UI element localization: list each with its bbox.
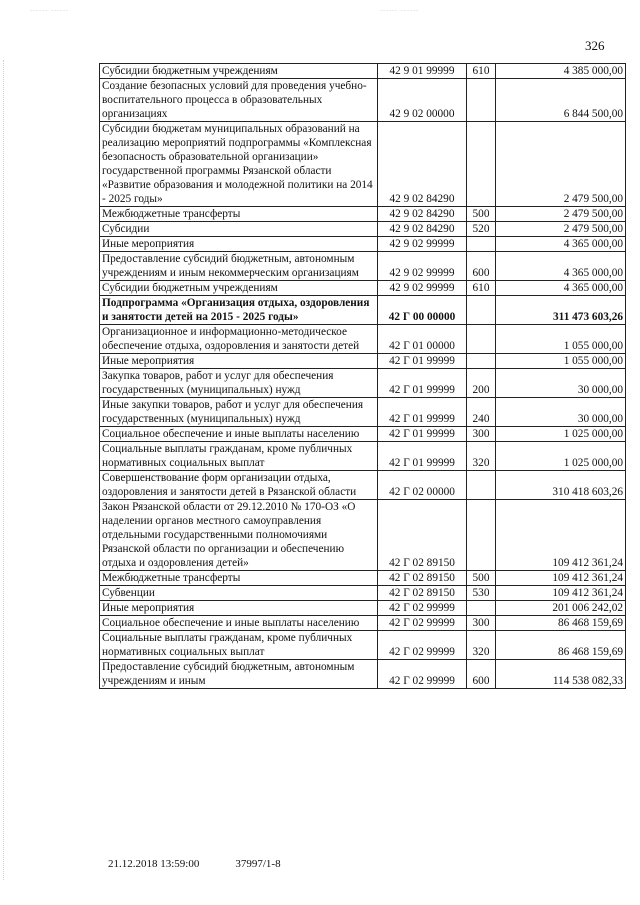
- row-vr: 520: [467, 222, 496, 237]
- table-row: [100, 207, 626, 222]
- table-row: [100, 252, 626, 281]
- row-code: 42 Г 02 89150: [378, 500, 467, 571]
- scan-header-mark-right: ...... ......: [380, 4, 419, 13]
- table-row: [100, 631, 626, 660]
- row-name: Субсидии бюджетам муниципальных образований на реализацию мероприятий подпрограммы «Комплексная безопасность образовательной организации» государственной программы Рязанской области «Развитие образования и молодежной политики на 2014 - 2025 годы»: [100, 122, 378, 207]
- row-code: 42 9 01 99999: [378, 64, 467, 79]
- row-code: 42 Г 02 99999: [378, 601, 467, 616]
- footer-datetime: 21.12.2018 13:59:00: [108, 858, 200, 870]
- row-code: 42 9 02 99999: [378, 281, 467, 296]
- row-vr: 500: [467, 207, 496, 222]
- row-code: 42 Г 02 89150: [378, 586, 467, 601]
- table-row: [100, 281, 626, 296]
- row-name: Субсидии бюджетным учреждениям: [100, 64, 378, 79]
- row-amount: 1 055 000,00: [496, 354, 626, 369]
- row-code: 42 Г 01 99999: [378, 369, 467, 398]
- row-amount: 201 006 242,02: [496, 601, 626, 616]
- table-row: [100, 660, 626, 689]
- row-vr: 320: [467, 442, 496, 471]
- table-row: [100, 500, 626, 571]
- scan-left-edge: [3, 60, 6, 880]
- row-amount: 1 055 000,00: [496, 325, 626, 354]
- row-vr: [467, 237, 496, 252]
- row-code: 42 9 02 84290: [378, 122, 467, 207]
- row-code: 42 Г 02 99999: [378, 631, 467, 660]
- row-name: Иные мероприятия: [100, 237, 378, 252]
- row-name: Социальное обеспечение и иные выплаты населению: [100, 616, 378, 631]
- row-vr: 320: [467, 631, 496, 660]
- row-name: Межбюджетные трансферты: [100, 207, 378, 222]
- row-amount: 109 412 361,24: [496, 500, 626, 571]
- row-code: 42 Г 02 00000: [378, 471, 467, 500]
- row-vr: [467, 296, 496, 325]
- row-amount: 109 412 361,24: [496, 571, 626, 586]
- row-name: Закупка товаров, работ и услуг для обеспечения государственных (муниципальных) нужд: [100, 369, 378, 398]
- row-amount: 1 025 000,00: [496, 427, 626, 442]
- table-row: [100, 571, 626, 586]
- row-vr: 300: [467, 427, 496, 442]
- table-row: [100, 601, 626, 616]
- table-row: [100, 325, 626, 354]
- row-name: Субвенции: [100, 586, 378, 601]
- row-code: 42 9 02 84290: [378, 222, 467, 237]
- row-code: 42 Г 01 99999: [378, 442, 467, 471]
- row-vr: 530: [467, 586, 496, 601]
- table-row: [100, 586, 626, 601]
- row-vr: 200: [467, 369, 496, 398]
- table-row: [100, 296, 626, 325]
- table-row: [100, 222, 626, 237]
- scan-header-mark-left: ...... ......: [30, 4, 69, 13]
- row-code: 42 9 02 99999: [378, 237, 467, 252]
- row-vr: 610: [467, 64, 496, 79]
- row-name: Иные мероприятия: [100, 601, 378, 616]
- row-name: Подпрограмма «Организация отдыха, оздоровления и занятости детей на 2015 - 2025 годы»: [100, 296, 378, 325]
- row-amount: 30 000,00: [496, 398, 626, 427]
- table-row: [100, 369, 626, 398]
- row-vr: 610: [467, 281, 496, 296]
- row-code: 42 Г 01 99999: [378, 354, 467, 369]
- footer: [108, 858, 281, 870]
- table-row: [100, 398, 626, 427]
- row-name: Предоставление субсидий бюджетным, автономным учреждениям и иным: [100, 660, 378, 689]
- row-name: Социальные выплаты гражданам, кроме публичных нормативных социальных выплат: [100, 442, 378, 471]
- row-name: Организационное и информационно-методическое обеспечение отдыха, оздоровления и занятости детей: [100, 325, 378, 354]
- row-vr: 300: [467, 616, 496, 631]
- row-amount: 86 468 159,69: [496, 616, 626, 631]
- row-vr: 500: [467, 571, 496, 586]
- row-amount: 4 365 000,00: [496, 237, 626, 252]
- table-row: [100, 79, 626, 122]
- row-amount: 86 468 159,69: [496, 631, 626, 660]
- row-code: 42 Г 02 89150: [378, 571, 467, 586]
- row-name: Совершенствование форм организации отдыха, оздоровления и занятости детей в Рязанской области: [100, 471, 378, 500]
- row-vr: [467, 79, 496, 122]
- table-row: [100, 616, 626, 631]
- row-code: 42 9 02 84290: [378, 207, 467, 222]
- row-name: Субсидии бюджетным учреждениям: [100, 281, 378, 296]
- row-code: 42 Г 00 00000: [378, 296, 467, 325]
- row-name: Создание безопасных условий для проведения учебно-воспитательного процесса в образовательных организациях: [100, 79, 378, 122]
- row-name: Социальные выплаты гражданам, кроме публичных нормативных социальных выплат: [100, 631, 378, 660]
- row-name: Закон Рязанской области от 29.12.2010 № 170-ОЗ «О наделении органов местного самоуправления отдельными государственными полномочиями Рязанской области по организации и обеспечению отдыха и оздоровления детей»: [100, 500, 378, 571]
- budget-table: [99, 63, 626, 689]
- row-name: Межбюджетные трансферты: [100, 571, 378, 586]
- row-name: Иные мероприятия: [100, 354, 378, 369]
- table-row: [100, 354, 626, 369]
- row-vr: [467, 471, 496, 500]
- row-amount: 6 844 500,00: [496, 79, 626, 122]
- row-code: 42 Г 02 99999: [378, 660, 467, 689]
- table-row: [100, 427, 626, 442]
- row-vr: 600: [467, 252, 496, 281]
- row-amount: 2 479 500,00: [496, 222, 626, 237]
- footer-doc-number: 37997/1-8: [235, 858, 281, 870]
- row-vr: [467, 500, 496, 571]
- row-amount: 4 365 000,00: [496, 281, 626, 296]
- row-amount: 2 479 500,00: [496, 207, 626, 222]
- page-number: 326: [585, 38, 605, 53]
- row-code: 42 9 02 00000: [378, 79, 467, 122]
- table-row: [100, 237, 626, 252]
- row-vr: [467, 354, 496, 369]
- row-code: 42 Г 01 00000: [378, 325, 467, 354]
- row-vr: 600: [467, 660, 496, 689]
- row-code: 42 Г 01 99999: [378, 427, 467, 442]
- row-code: 42 Г 01 99999: [378, 398, 467, 427]
- table-row: [100, 442, 626, 471]
- row-amount: 311 473 603,26: [496, 296, 626, 325]
- row-amount: 4 385 000,00: [496, 64, 626, 79]
- table-row: [100, 64, 626, 79]
- budget-table-body: [100, 64, 626, 689]
- row-vr: 240: [467, 398, 496, 427]
- row-name: Субсидии: [100, 222, 378, 237]
- row-amount: 109 412 361,24: [496, 586, 626, 601]
- row-amount: 1 025 000,00: [496, 442, 626, 471]
- row-vr: [467, 601, 496, 616]
- row-amount: 4 365 000,00: [496, 252, 626, 281]
- row-amount: 30 000,00: [496, 369, 626, 398]
- row-name: Социальное обеспечение и иные выплаты населению: [100, 427, 378, 442]
- row-name: Предоставление субсидий бюджетным, автономным учреждениям и иным некоммерческим организациям: [100, 252, 378, 281]
- table-row: [100, 471, 626, 500]
- row-code: 42 Г 02 99999: [378, 616, 467, 631]
- row-amount: 2 479 500,00: [496, 122, 626, 207]
- row-amount: 114 538 082,33: [496, 660, 626, 689]
- row-code: 42 9 02 99999: [378, 252, 467, 281]
- row-vr: [467, 122, 496, 207]
- table-row: [100, 122, 626, 207]
- row-vr: [467, 325, 496, 354]
- row-name: Иные закупки товаров, работ и услуг для обеспечения государственных (муниципальных) нужд: [100, 398, 378, 427]
- row-amount: 310 418 603,26: [496, 471, 626, 500]
